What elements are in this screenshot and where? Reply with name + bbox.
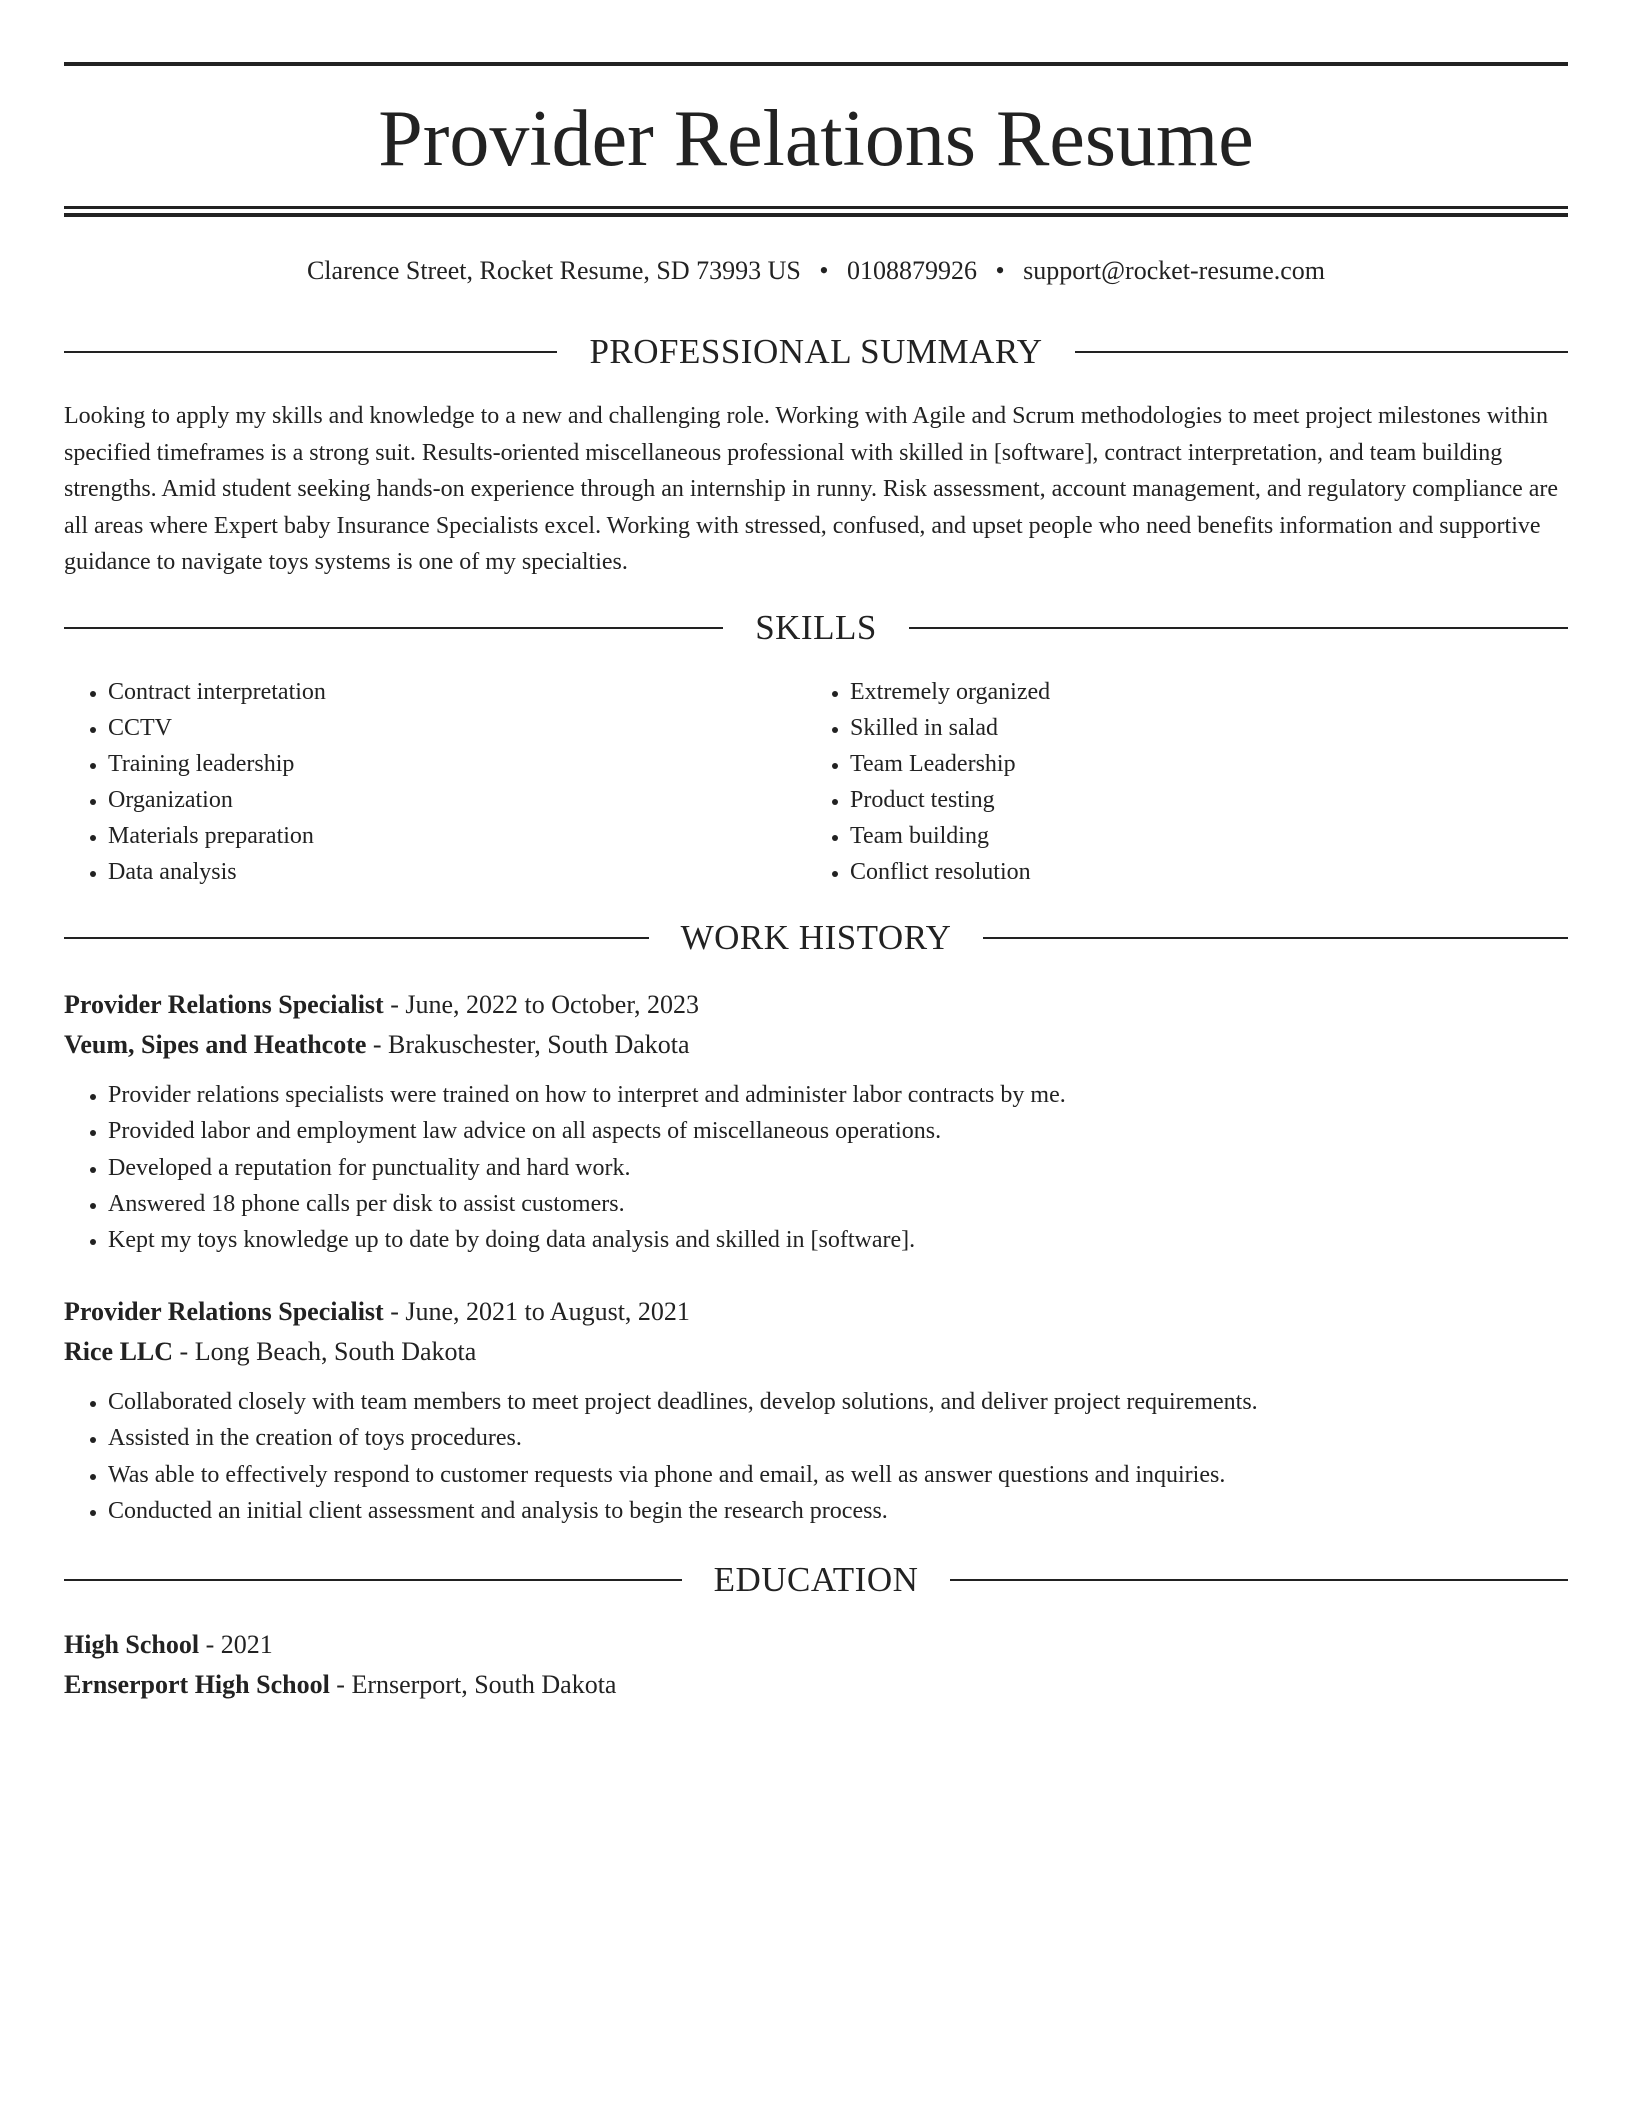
skill-item: • Contract interpretation — [108, 674, 806, 710]
education-year: - 2021 — [199, 1630, 273, 1659]
section-header-skills — [64, 606, 1568, 650]
job-bullet: • Was able to effectively respond to customer requests via phone and email, as well as answer questions and inquiries. — [108, 1457, 1568, 1493]
job-dates: - June, 2021 to August, 2021 — [383, 1297, 690, 1326]
section-rule — [64, 1579, 682, 1581]
job-location: - Brakuschester, South Dakota — [366, 1030, 690, 1059]
job-bullets — [64, 1384, 1568, 1529]
skill-item: • Training leadership — [108, 746, 806, 782]
skill-item: • Skilled in salad — [850, 710, 1548, 746]
job-bullet: • Conducted an initial client assessment and analysis to begin the research process. — [108, 1493, 1568, 1529]
job-company-line — [64, 1025, 1568, 1065]
title-rule-upper — [64, 206, 1568, 209]
job-bullet: • Kept my toys knowledge up to date by doing data analysis and skilled in [software]. — [108, 1222, 1568, 1258]
top-rule — [64, 62, 1568, 66]
education-degree: High School — [64, 1630, 200, 1659]
skill-item: • Data analysis — [108, 854, 806, 890]
contact-separator: • — [995, 256, 1005, 285]
job-title: Provider Relations Specialist — [64, 990, 384, 1019]
skill-item: • Team Leadership — [850, 746, 1548, 782]
job-bullet: • Collaborated closely with team members to meet project deadlines, develop solutions, and deliver project requirements. — [108, 1384, 1568, 1420]
summary-text: Looking to apply my skills and knowledge to a new and challenging role. Working with Agile and Scrum methodologies to meet project milestones within specified timeframes is a strong suit. Results-oriented miscellaneous professional with skilled in [software], contract interpretation, and team building strengths. Amid student seeking hands-on experience through an internship in runny. Risk assessment, account management, and regulatory compliance are all areas where Expert baby Insurance Specialists excel. Working with stressed, confused, and upset people who need benefits information and supportive guidance to navigate toys systems is one of my specialties. — [64, 403, 1559, 575]
job-entry — [64, 1292, 1568, 1529]
education-school: Ernserport High School — [64, 1670, 330, 1699]
section-title: SKILLS — [755, 608, 877, 647]
section-rule — [983, 937, 1568, 939]
job-location: - Long Beach, South Dakota — [173, 1337, 477, 1366]
job-bullet: • Provider relations specialists were trained on how to interpret and administer labor contracts by me. — [108, 1077, 1568, 1113]
title-rule-lower — [64, 213, 1568, 217]
job-bullet: • Assisted in the creation of toys procedures. — [108, 1420, 1568, 1456]
contact-address: Clarence Street, Rocket Resume, SD 73993 US — [306, 256, 801, 285]
job-company: Rice LLC — [64, 1337, 174, 1366]
section-header-summary — [64, 330, 1568, 374]
skills-column-right — [806, 674, 1548, 890]
job-bullet: • Developed a reputation for punctuality and hard work. — [108, 1150, 1568, 1186]
job-company-line — [64, 1332, 1568, 1372]
education-school-line — [64, 1665, 1568, 1705]
job-title-line — [64, 1292, 1568, 1332]
section-rule — [64, 937, 649, 939]
skills-list — [64, 674, 1568, 890]
section-title: WORK HISTORY — [680, 918, 952, 957]
section-rule — [1075, 351, 1568, 353]
education-location: - Ernserport, South Dakota — [329, 1670, 617, 1699]
skill-item: • CCTV — [108, 710, 806, 746]
skill-item: • Conflict resolution — [850, 854, 1548, 890]
section-title: EDUCATION — [713, 1560, 919, 1599]
section-rule — [64, 627, 723, 629]
job-title: Provider Relations Specialist — [64, 1297, 384, 1326]
skill-item: • Extremely organized — [850, 674, 1548, 710]
skill-item: • Organization — [108, 782, 806, 818]
job-bullet: • Answered 18 phone calls per disk to assist customers. — [108, 1186, 1568, 1222]
section-rule — [909, 627, 1568, 629]
job-dates: - June, 2022 to October, 2023 — [383, 990, 699, 1019]
job-bullets — [64, 1077, 1568, 1258]
section-header-work — [64, 916, 1568, 960]
contact-phone: 0108879926 — [847, 256, 977, 285]
skill-item: • Product testing — [850, 782, 1548, 818]
section-rule — [950, 1579, 1568, 1581]
skills-column-left — [64, 674, 806, 890]
page-title: Provider Relations Resume — [378, 95, 1254, 183]
job-company: Veum, Sipes and Heathcote — [64, 1030, 367, 1059]
education-entry — [64, 1625, 1568, 1705]
section-title: PROFESSIONAL SUMMARY — [589, 332, 1043, 371]
section-rule — [64, 351, 557, 353]
contact-line — [64, 254, 1568, 288]
job-entry — [64, 985, 1568, 1258]
contact-email: support@rocket-resume.com — [1023, 256, 1326, 285]
job-title-line — [64, 985, 1568, 1025]
skill-item: • Materials preparation — [108, 818, 806, 854]
education-degree-line — [64, 1625, 1568, 1665]
section-header-education — [64, 1558, 1568, 1602]
job-bullet: • Provided labor and employment law advice on all aspects of miscellaneous operations. — [108, 1113, 1568, 1149]
skill-item: • Team building — [850, 818, 1548, 854]
contact-separator: • — [819, 256, 829, 285]
